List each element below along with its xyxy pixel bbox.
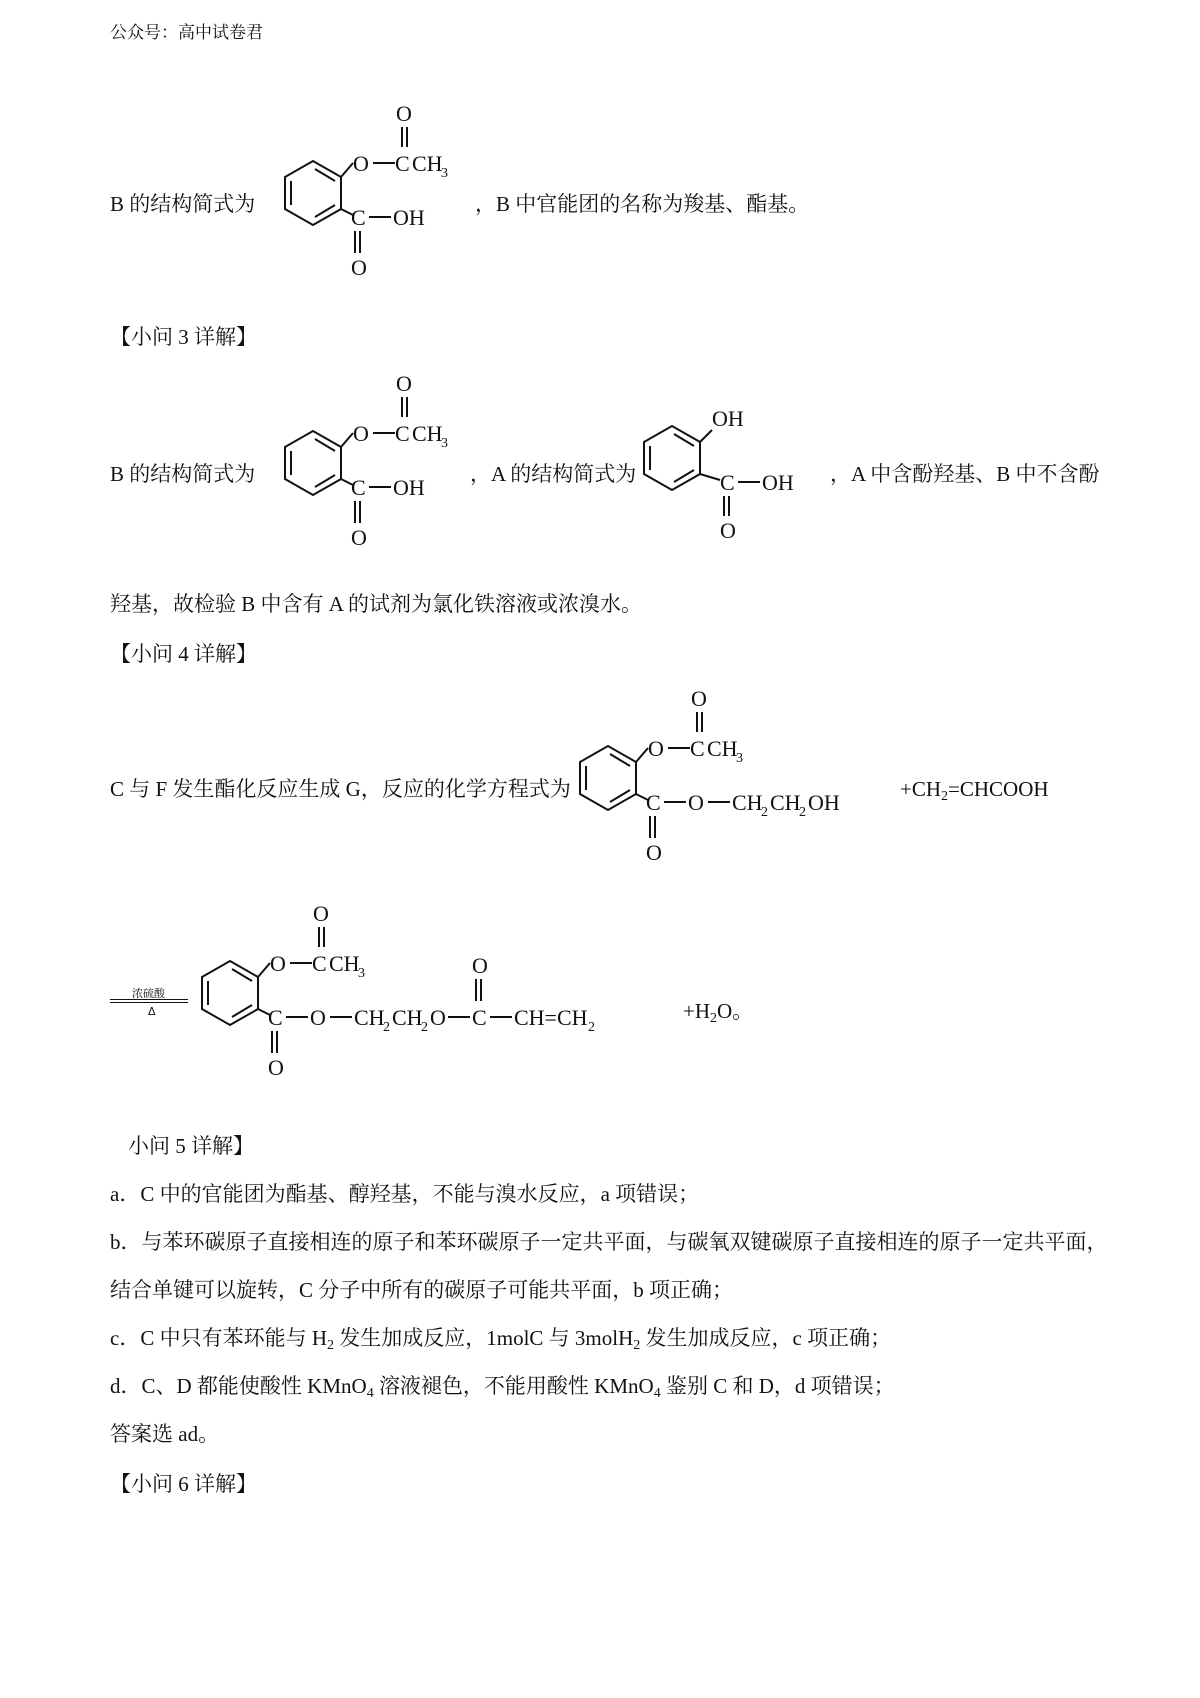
q3-post-text: ，A 中含酚羟基、B 中不含酚 [830, 462, 1100, 486]
svg-text:CH: CH [770, 790, 801, 815]
structure-a [632, 400, 832, 550]
q5-title: 小问 5 详解】 [128, 1134, 254, 1158]
svg-text:C: C [351, 205, 366, 230]
svg-text:2: 2 [588, 1020, 595, 1035]
svg-text:C: C [395, 151, 410, 176]
svg-text:C: C [690, 736, 705, 761]
reaction-condition: 浓硫酸 Δ [110, 985, 190, 1025]
svg-text:O: O [720, 518, 736, 543]
svg-text:CH=CH: CH=CH [514, 1005, 588, 1030]
svg-text:OH: OH [393, 475, 425, 500]
svg-text:C: C [312, 951, 327, 976]
svg-text:O: O [691, 690, 707, 711]
q3-pre-text: B 的结构简式为 [110, 462, 256, 486]
q4-title: 【小问 4 详解】 [110, 642, 257, 666]
svg-text:O: O [353, 421, 369, 446]
svg-text:2: 2 [761, 805, 768, 820]
q3-line2: 羟基，故检验 B 中含有 A 的试剂为氯化铁溶液或浓溴水。 [110, 592, 643, 616]
q4-pre-text: C 与 F 发生酯化反应生成 G，反应的化学方程式为 [110, 777, 571, 801]
svg-text:3: 3 [736, 751, 743, 766]
svg-text:OH: OH [762, 470, 794, 495]
svg-text:3: 3 [441, 166, 448, 181]
structure-b-1 [255, 105, 475, 290]
q5-option-a: a．C 中的官能团为酯基、醇羟基，不能与溴水反应，a 项错误； [110, 1182, 700, 1206]
svg-text:OH: OH [393, 205, 425, 230]
svg-text:O: O [351, 525, 367, 550]
q4-plus-reagent: $+CH_2=CHCOOH$ [900, 777, 1049, 804]
q3-mid-text: ，A 的结构简式为 [470, 462, 637, 486]
q2-pre-text: B 的结构简式为 [110, 192, 256, 216]
svg-text:OH: OH [712, 406, 744, 431]
svg-text:C: C [720, 470, 735, 495]
svg-text:CH: CH [412, 151, 443, 176]
svg-text:O: O [268, 1055, 284, 1080]
svg-text:CH: CH [354, 1005, 385, 1030]
svg-text:CH: CH [392, 1005, 423, 1030]
header-account: 公众号：高中试卷君 [110, 23, 263, 42]
svg-text:O: O [313, 905, 329, 926]
svg-text:O: O [430, 1005, 446, 1030]
q2-post-text: ，B 中官能团的名称为羧基、酯基。 [475, 192, 810, 216]
svg-text:O: O [310, 1005, 326, 1030]
svg-text:O: O [646, 840, 662, 865]
svg-text:2: 2 [421, 1020, 428, 1035]
structure-b-2 [255, 375, 475, 560]
svg-text:CH: CH [732, 790, 763, 815]
q5-option-c: c．C 中只有苯环能与 $H_2$ 发生加成反应，1molC 与 3molH$_2$ 发生加成反应，c 项正确； [110, 1326, 892, 1353]
svg-text:O: O [351, 255, 367, 280]
svg-text:C: C [395, 421, 410, 446]
q5-option-b-line1: b．与苯环碳原子直接相连的原子和苯环碳原子一定共平面，与碳氧双键碳原子直接相连的原子一定共平面， [110, 1230, 1108, 1254]
svg-text:O: O [270, 951, 286, 976]
structure-c [560, 690, 900, 880]
q6-title: 【小问 6 详解】 [110, 1472, 257, 1496]
svg-text:O: O [396, 375, 412, 396]
svg-text:2: 2 [799, 805, 806, 820]
svg-text:C: C [268, 1005, 283, 1030]
svg-text:CH: CH [707, 736, 738, 761]
svg-text:C: C [351, 475, 366, 500]
svg-text:CH: CH [329, 951, 360, 976]
svg-text:2: 2 [383, 1020, 390, 1035]
svg-text:O: O [472, 953, 488, 978]
svg-text:O: O [396, 105, 412, 126]
svg-text:O: O [688, 790, 704, 815]
svg-text:C: C [472, 1005, 487, 1030]
svg-text:OH: OH [808, 790, 840, 815]
svg-text:C: C [646, 790, 661, 815]
q5-option-d: d．C、D 都能使酸性 KMnO$_4$ 溶液褪色，不能用酸性 KMnO$_4$ 鉴别 C 和 D，d 项错误； [110, 1374, 895, 1401]
q4-plus-water: $+H_2O$。 [683, 999, 754, 1026]
q5-option-b-line2: 结合单键可以旋转，C 分子中所有的碳原子可能共平面，b 项正确； [110, 1278, 734, 1302]
svg-text:3: 3 [358, 966, 365, 981]
chem-O-label: O [353, 151, 369, 176]
svg-text:CH: CH [412, 421, 443, 446]
structure-g [190, 905, 710, 1105]
q5-answer: 答案选 ad。 [110, 1422, 220, 1446]
svg-text:3: 3 [441, 436, 448, 451]
q3-title: 【小问 3 详解】 [110, 325, 257, 349]
svg-text:O: O [648, 736, 664, 761]
